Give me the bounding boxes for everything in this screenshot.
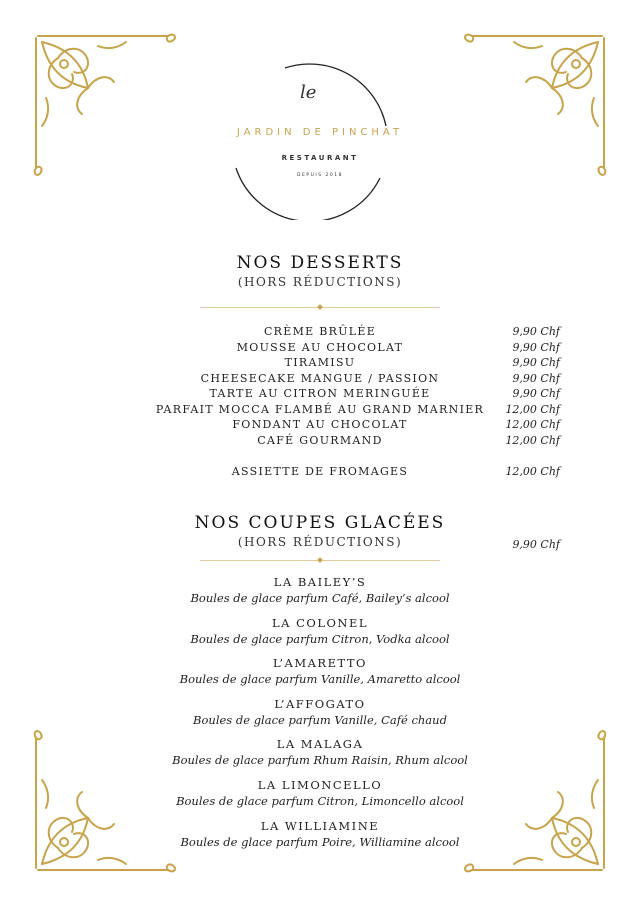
- coupes-price: 9,90 Chf: [512, 538, 560, 551]
- list-item: [0, 355, 640, 371]
- cheese-name: ASSIETTE DE FROMAGES: [231, 465, 409, 478]
- dessert-price: 12,00 Chf: [505, 418, 560, 431]
- logo-since: DEPUIS 2018: [297, 173, 343, 178]
- coupe-name: LA WILLIAMINE: [260, 819, 380, 833]
- dessert-price: 12,00 Chf: [505, 402, 560, 416]
- coupe-item: [0, 574, 640, 606]
- dessert-name: FONDANT AU CHOCOLAT: [232, 418, 408, 431]
- coupe-name: L’AFFOGATO: [274, 697, 366, 711]
- coupe-item: [0, 696, 640, 728]
- coupe-description: Boules de glace parfum Vanille, Café chaud: [193, 713, 447, 727]
- dessert-name: CAFÉ GOURMAND: [257, 433, 383, 447]
- coupe-description: Boules de glace parfum Vanille, Amaretto alcool: [179, 672, 461, 686]
- cheese-row: [0, 464, 640, 480]
- coupe-name: LA LIMONCELLO: [257, 778, 383, 792]
- logo-type: RESTAURANT: [281, 154, 359, 162]
- dessert-price: 9,90 Chf: [512, 325, 560, 338]
- coupe-item: [0, 818, 640, 850]
- dessert-name: MOUSSE AU CHOCOLAT: [236, 340, 404, 354]
- logo-circle-icon: [190, 60, 450, 220]
- coupe-description: Boules de glace parfum Rhum Raisin, Rhum alcool: [172, 753, 468, 767]
- dessert-price: 9,90 Chf: [512, 356, 560, 369]
- corner-ornament-top-left: [28, 28, 178, 178]
- coupe-name: L’AMARETTO: [273, 656, 367, 670]
- ornament-icon: [28, 28, 178, 178]
- divider-diamond-icon: [317, 557, 323, 563]
- coupe-description: Boules de glace parfum Café, Bailey’s alcool: [190, 591, 450, 605]
- coupe-description: Boules de glace parfum Citron, Limoncello alcool: [176, 794, 464, 808]
- coupe-item: [0, 777, 640, 809]
- coupe-item: [0, 655, 640, 687]
- coupe-item: [0, 736, 640, 768]
- desserts-title: NOS DESSERTS: [236, 253, 404, 273]
- dessert-name: CRÈME BRÛLÉE: [263, 325, 377, 338]
- desserts-list: [0, 324, 640, 448]
- coupe-name: LA COLONEL: [272, 616, 368, 630]
- divider-diamond-icon: [317, 304, 323, 310]
- dessert-name: TARTE AU CITRON MERINGUÉE: [209, 387, 431, 400]
- list-item: [0, 433, 640, 449]
- coupe-description: Boules de glace parfum Poire, Williamine alcool: [180, 835, 460, 849]
- list-item: [0, 340, 640, 356]
- list-item: [0, 371, 640, 387]
- coupes-title: NOS COUPES GLACÉES: [194, 513, 446, 533]
- dessert-name: CHEESECAKE MANGUE / PASSION: [200, 371, 440, 385]
- coupe-name: LA MALAGA: [276, 737, 364, 751]
- cheese-price: 12,00 Chf: [505, 465, 560, 478]
- dessert-name: TIRAMISU: [284, 356, 356, 369]
- restaurant-logo: [190, 60, 450, 220]
- list-item: [0, 402, 640, 418]
- corner-ornament-top-right: [462, 28, 612, 178]
- logo-script: le: [300, 82, 317, 103]
- ornament-icon: [462, 28, 612, 178]
- dessert-price: 9,90 Chf: [512, 371, 560, 385]
- list-item: [0, 386, 640, 402]
- dessert-price: 12,00 Chf: [505, 433, 560, 447]
- list-item: [0, 417, 640, 433]
- coupe-description: Boules de glace parfum Citron, Vodka alcool: [190, 632, 450, 646]
- coupes-subtitle: (HORS RÉDUCTIONS): [237, 535, 403, 549]
- dessert-price: 9,90 Chf: [512, 340, 560, 354]
- list-item: [0, 324, 640, 340]
- dessert-price: 9,90 Chf: [512, 387, 560, 400]
- desserts-subtitle: (HORS RÉDUCTIONS): [237, 275, 403, 289]
- coupe-item: [0, 615, 640, 647]
- dessert-name: PARFAIT MOCCA FLAMBÉ AU GRAND MARNIER: [155, 402, 485, 416]
- logo-name: JARDIN DE PINCHAT: [236, 127, 404, 138]
- list-item: [0, 464, 640, 480]
- coupe-name: LA BAILEY’S: [273, 575, 367, 589]
